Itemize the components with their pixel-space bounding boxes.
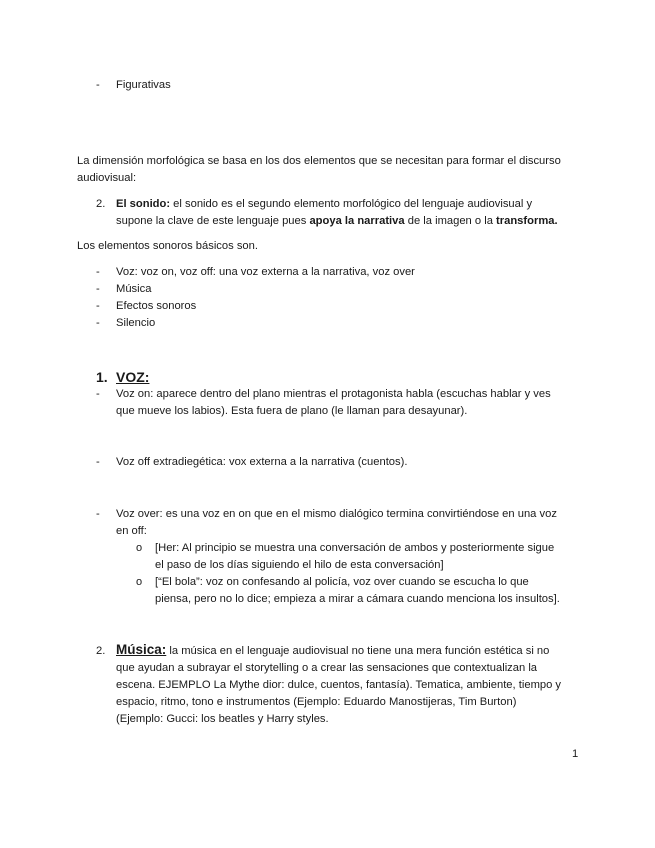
musica-line-5: (Ejemplo: Gucci: los beatles y Harry styles.: [116, 713, 329, 725]
elemento-item-efectos: Efectos sonoros: [116, 300, 197, 312]
musica-line-1: [116, 641, 549, 660]
list-dash: -: [96, 388, 100, 400]
sonido-text-2a: supone la clave de este lenguaje pues: [116, 215, 310, 227]
list-dash: -: [96, 300, 100, 312]
sonido-line-2: [116, 213, 558, 230]
elemento-item-silencio: Silencio: [116, 317, 156, 329]
list-dash: -: [96, 283, 100, 295]
list-dash: -: [96, 456, 100, 468]
musica-line-4: espacio, ritmo, tono e instrumentos (Ejemplo: Eduardo Manostijeras, Tim Burton): [116, 696, 517, 708]
elementos-intro: Los elementos sonoros básicos son.: [77, 240, 258, 252]
sonido-number: 2.: [96, 198, 106, 210]
musica-line-3: escena. EJEMPLO La Mythe dior: dulce, cuentos, fantasía). Tematica, ambiente, tiempo y: [116, 679, 562, 691]
voz-on-line-2: que mueve los labios). Esta fuera de plano (le llaman para desayunar).: [116, 405, 468, 417]
sonido-text-2b: de la imagen o la: [404, 215, 497, 227]
intro-line-1: La dimensión morfológica se basa en los dos elementos que se necesitan para formar el discurso: [77, 155, 561, 167]
list-item-figurativas: Figurativas: [116, 79, 171, 91]
voz-off-line: Voz off extradiegética: vox externa a la narrativa (cuentos).: [116, 456, 408, 468]
elemento-item-musica: Música: [116, 283, 152, 295]
voz-over-line-2: en off:: [116, 525, 147, 537]
sonido-bold-narrativa: apoya la narrativa: [309, 215, 405, 227]
example-her-line-2: el paso de los días siguiendo el hilo de esta conversación]: [155, 559, 444, 571]
musica-number: 2.: [96, 645, 106, 657]
example-her-line-1: [Her: Al principio se muestra una conversación de ambos y posteriormente sigue: [155, 542, 555, 554]
sonido-text-1: el sonido es el segundo elemento morfológico del lenguaje audiovisual y: [170, 198, 533, 210]
sub-bullet: o: [136, 576, 143, 588]
list-dash: -: [96, 79, 100, 91]
page-number: 1: [572, 748, 579, 760]
list-dash: -: [96, 266, 100, 278]
musica-title: Música:: [116, 642, 167, 657]
voz-heading-title: VOZ:: [116, 369, 150, 385]
intro-line-2: audiovisual:: [77, 172, 137, 184]
musica-line-2: que ayudan a subrayar el storytelling o a crear las sensaciones que contextualizan la: [116, 662, 538, 674]
sonido-label: El sonido:: [116, 198, 171, 210]
example-bola-line-2: piensa, pero no lo dice; empieza a mirar a cámara cuando menciona los insultos].: [155, 593, 560, 605]
musica-text-1: la música en el lenguaje audiovisual no tiene una mera función estética si no: [166, 645, 550, 657]
voz-over-line-1: Voz over: es una voz en on que en el mismo dialógico termina convirtiéndose en una voz: [116, 508, 557, 520]
voz-heading-number: 1.: [96, 369, 108, 385]
sub-bullet: o: [136, 542, 143, 554]
voz-on-line-1: Voz on: aparece dentro del plano mientras el protagonista habla (escuchas hablar y ves: [116, 388, 551, 400]
sonido-bold-transforma: transforma.: [496, 215, 558, 227]
list-dash: -: [96, 508, 100, 520]
example-bola-line-1: [“El bola”: voz on confesando al policía, voz over cuando se escucha lo que: [155, 576, 529, 588]
sonido-line-1: [116, 196, 532, 213]
list-dash: -: [96, 317, 100, 329]
elemento-item-voz: Voz: voz on, voz off: una voz externa a la narrativa, voz over: [116, 266, 415, 278]
